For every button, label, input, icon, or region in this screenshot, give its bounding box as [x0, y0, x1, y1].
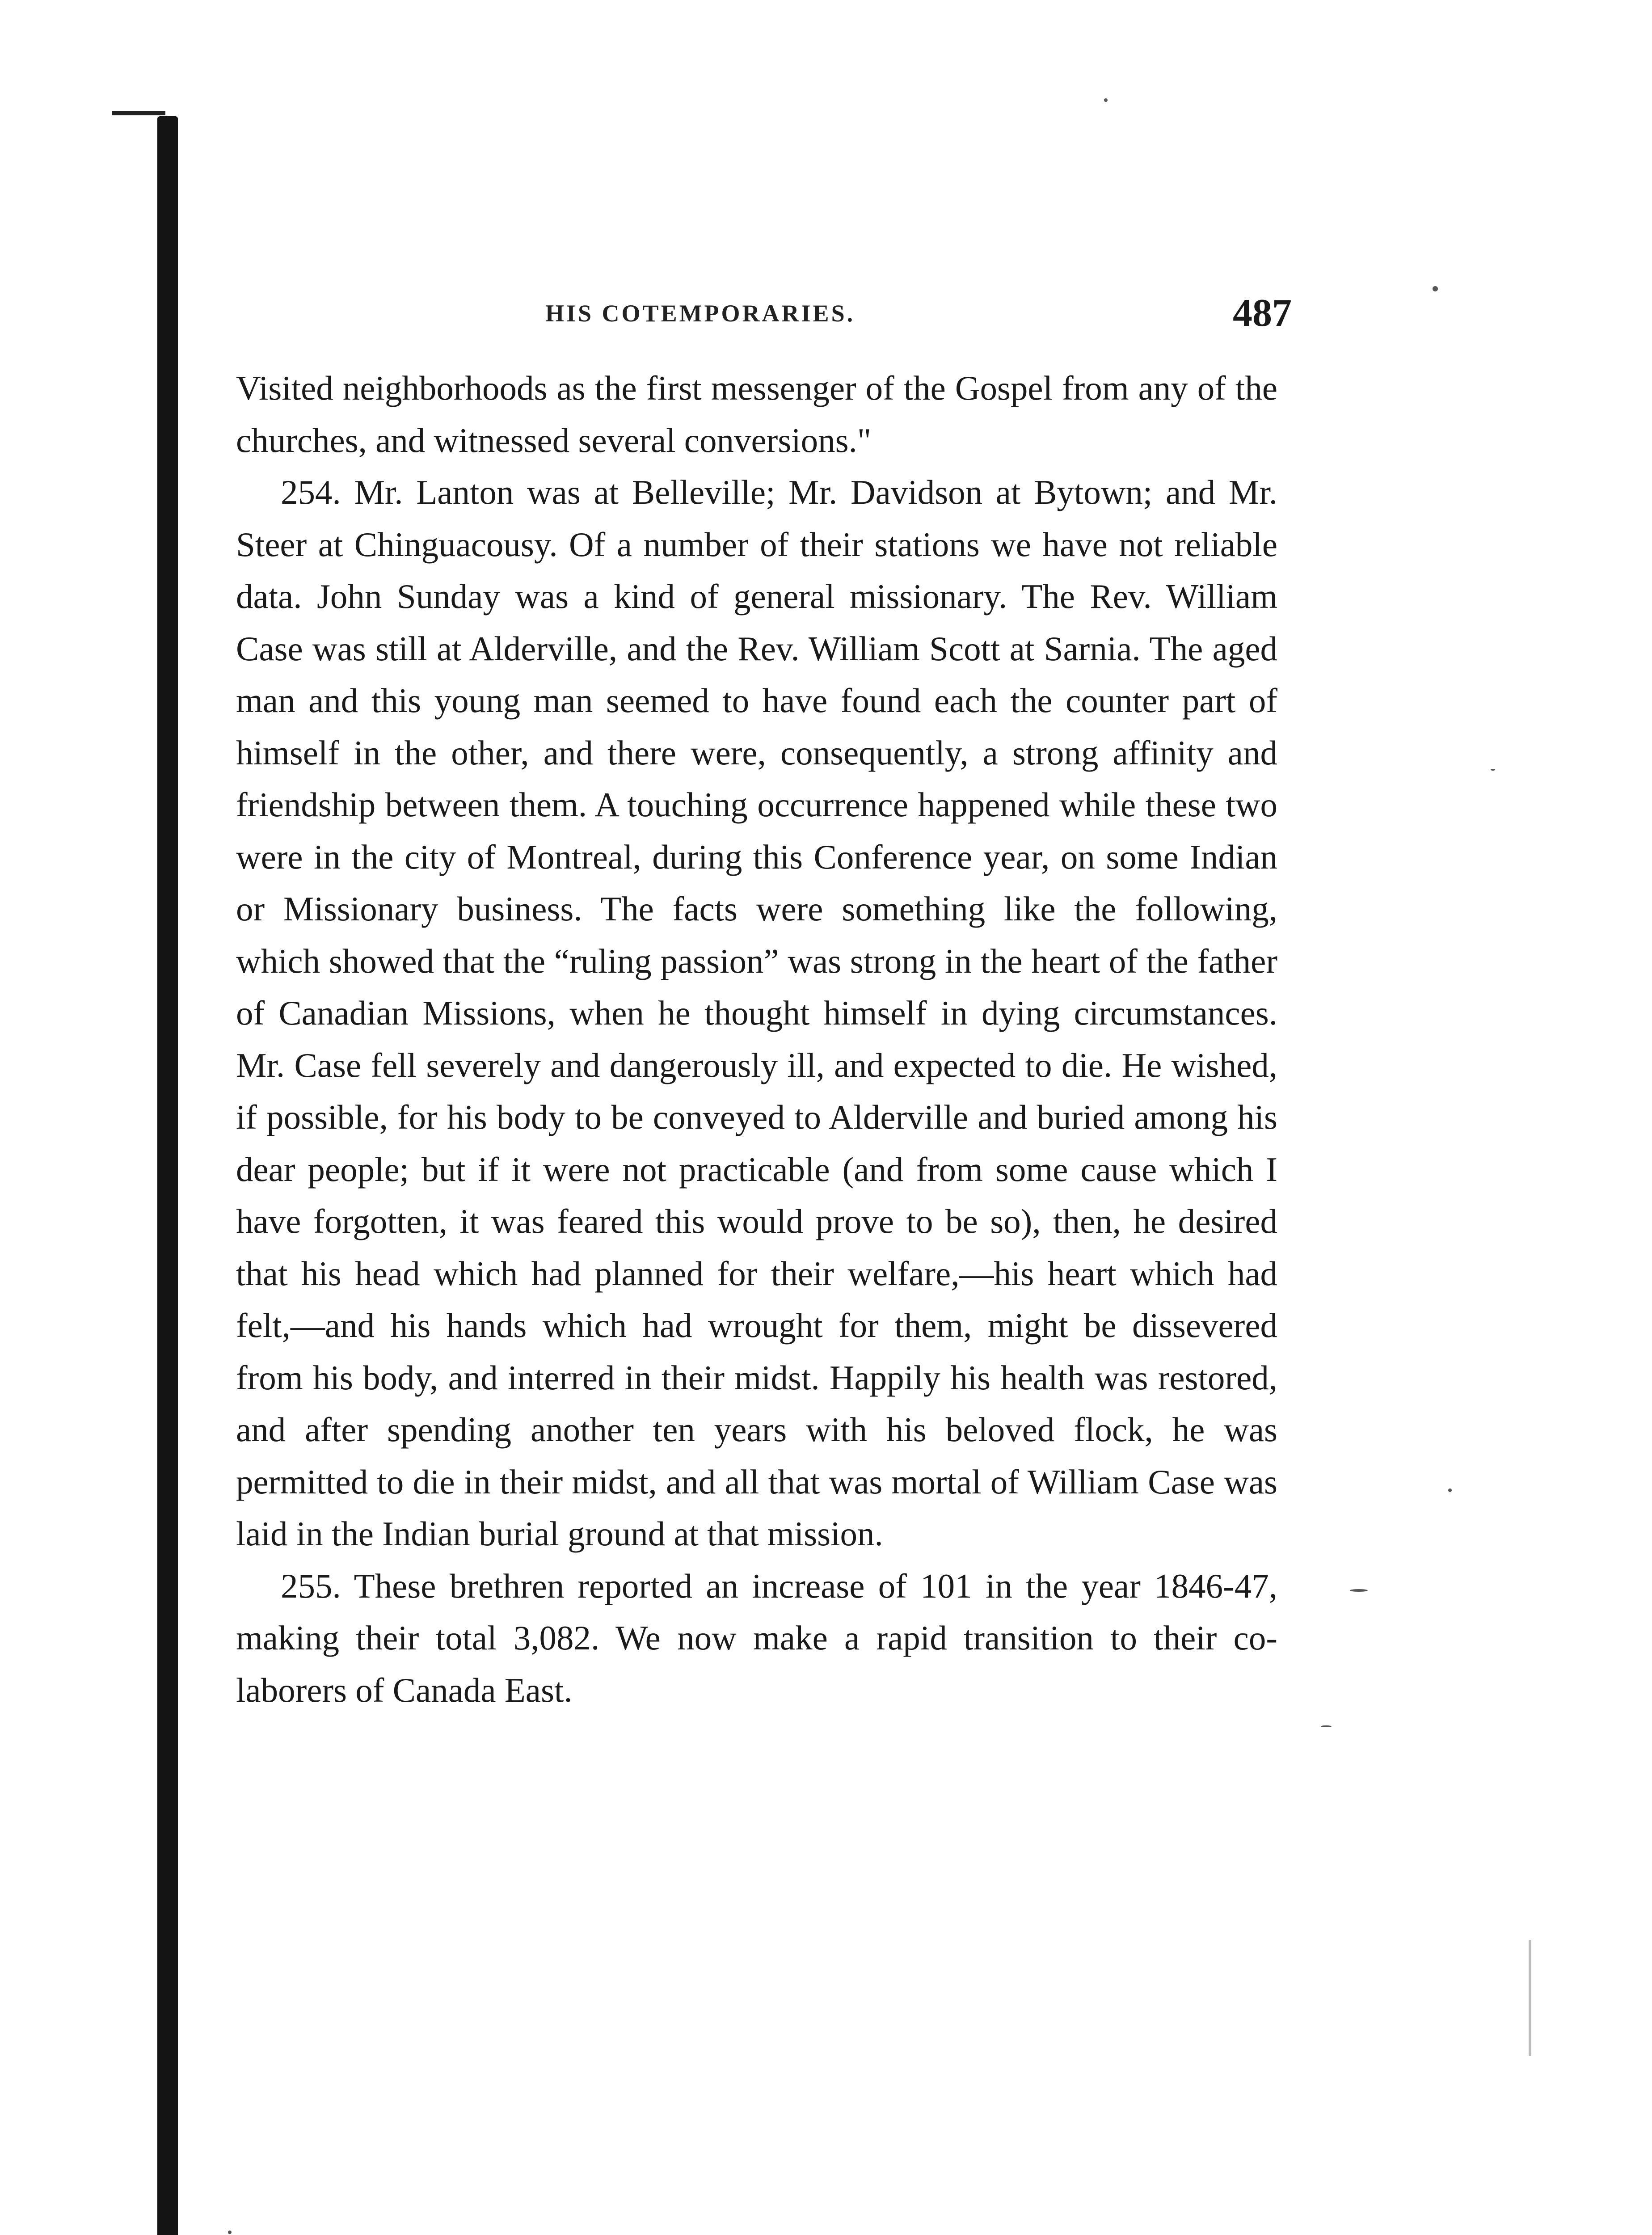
running-head: HIS COTEMPORARIES. — [545, 300, 856, 327]
paragraph-continuation: Visited neighborhoods as the first messenger of the Gospel from any of the churches, and witnessed several conversions." — [236, 369, 1277, 460]
binding-edge-mark — [112, 111, 165, 115]
binding-edge-rule — [157, 116, 178, 2235]
page-header — [237, 291, 1292, 344]
page-number: 487 — [1233, 291, 1292, 335]
paragraph-255: 255. These brethren reported an increase of 101 in the year 1846-47, making their total 3,082. We now make a rapid transition to their co-laborers of Canada East. — [236, 1566, 1277, 1709]
body-text — [236, 362, 1277, 1716]
paragraph-254: 254. Mr. Lanton was at Belleville; Mr. Davidson at Bytown; and Mr. Steer at Chinguacousy. Of a number of their stations we have not reliable data. John Sunday was a kind of general missionary. The Rev. William Case was still at Alderville, and the Rev. William Scott at Sarnia. The aged man and this young man seemed to have found each the counter part of himself in the other, and there were, consequently, a strong affinity and friendship between them. A touching occurrence happened while these two were in the city of Montreal, during this Conference year, on some Indian or Missionary business. The facts were something like the following, which showed that the “ruling passion” was strong in the heart of the father of Canadian Missions, when he thought himself in dying circumstances. Mr. Case fell severely and dangerously ill, and expected to die. He wished, if possible, for his body to be conveyed to Alderville and buried among his dear people; but if it were not practicable (and from some cause which I have forgotten, it was feared this would prove to be so), then, he desired that his head which had planned for their welfare,—his heart which had felt,—and his hands which had wrought for them, might be dissevered from his body, and interred in their midst. Happily his health was restored, and after spending another ten years with his beloved flock, he was permitted to die in their midst, and all that was mortal of William Case was laid in the Indian burial ground at that mission. — [236, 473, 1277, 1553]
